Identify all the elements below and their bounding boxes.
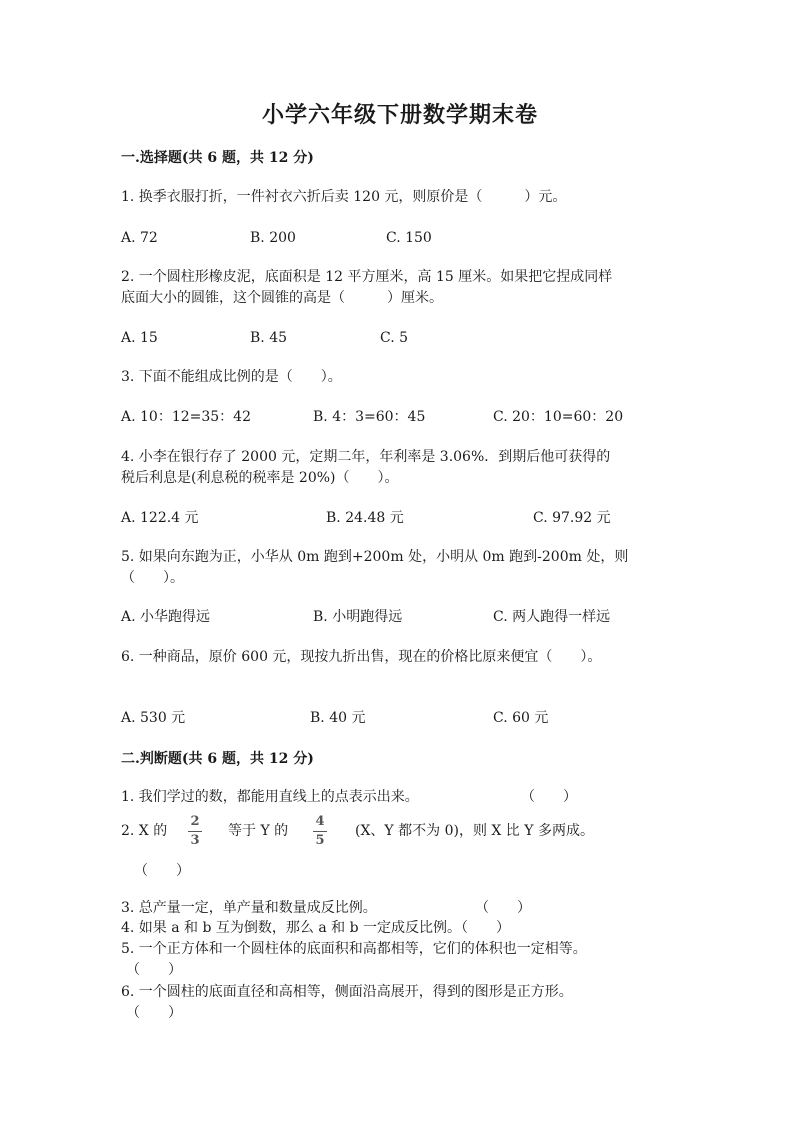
question-1-option-a: A. 72 bbox=[121, 230, 158, 246]
judge-5-text: 5. 一个正方体和一个圆柱体的底面积和高都相等，它们的体积也一定相等。 bbox=[121, 941, 587, 957]
exam-title: 小学六年级下册数学期末卷 bbox=[261, 102, 538, 128]
question-1-option-b: B. 200 bbox=[250, 230, 296, 246]
section-heading-choice: 一.选择题(共 6 题，共 12 分) bbox=[121, 150, 314, 166]
judge-2-suffix: (X、Y 都不为 0)，则 X 比 Y 多两成。 bbox=[355, 823, 594, 839]
fraction-bar bbox=[188, 831, 202, 832]
section-heading-judgement: 二.判断题(共 6 题，共 12 分) bbox=[121, 751, 314, 767]
fraction-numerator: 2 bbox=[190, 814, 200, 829]
judge-6-text: 6. 一个圆柱的底面直径和高相等，侧面沿高展开，得到的图形是正方形。 bbox=[121, 984, 573, 1000]
question-2-option-a: A. 15 bbox=[121, 330, 158, 346]
question-6-stem: 6. 一种商品，原价 600 元，现按九折出售，现在的价格比原来便宜（ ）。 bbox=[121, 649, 602, 665]
question-4-option-a: A. 122.4 元 bbox=[121, 510, 199, 526]
question-2-stem-line1: 2. 一个圆柱形橡皮泥，底面积是 12 平方厘米，高 15 厘米。如果把它捏成同样 bbox=[121, 269, 613, 285]
judge-3-blank: （ ） bbox=[475, 900, 531, 916]
question-3-option-a: A. 10：12=35：42 bbox=[121, 409, 251, 425]
question-6-option-b: B. 40 元 bbox=[310, 710, 366, 726]
question-4-option-b: B. 24.48 元 bbox=[326, 510, 404, 526]
question-5-stem-line1: 5. 如果向东跑为正，小华从 0m 跑到+200m 处，小明从 0m 跑到-200m 处，则 bbox=[121, 549, 629, 565]
question-2-option-b: B. 45 bbox=[250, 330, 288, 346]
question-3-stem: 3. 下面不能组成比例的是（ ）。 bbox=[121, 369, 342, 385]
question-5-stem-line2: （ ）。 bbox=[121, 570, 184, 586]
judge-1-text: 1. 我们学过的数，都能用直线上的点表示出来。 bbox=[121, 789, 419, 805]
question-4-stem-line1: 4. 小李在银行存了 2000 元，定期二年，年利率是 3.06%．到期后他可获得的 bbox=[121, 449, 611, 465]
judge-5-blank: （ ） bbox=[126, 962, 182, 978]
fraction-denominator: 5 bbox=[315, 833, 325, 848]
judge-2-fraction-two-thirds bbox=[187, 815, 203, 848]
question-2-option-c: C. 5 bbox=[380, 330, 409, 346]
question-4-option-c: C. 97.92 元 bbox=[533, 510, 611, 526]
judge-3-text: 3. 总产量一定，单产量和数量成反比例。 bbox=[121, 900, 377, 916]
judge-1-blank: （ ） bbox=[521, 789, 577, 805]
question-5-option-c: C. 两人跑得一样远 bbox=[493, 609, 611, 625]
question-5-option-b: B. 小明跑得远 bbox=[313, 609, 403, 625]
judge-2-prefix: 2. X 的 bbox=[121, 823, 168, 839]
question-4-stem-line2: 税后利息是(利息税的税率是 20%)（ ）。 bbox=[121, 470, 399, 486]
fraction-numerator: 4 bbox=[315, 814, 325, 829]
question-5-option-a: A. 小华跑得远 bbox=[121, 609, 211, 625]
fraction-denominator: 3 bbox=[190, 833, 200, 848]
question-1-stem: 1. 换季衣服打折，一件衬衣六折后卖 120 元，则原价是（ ）元。 bbox=[121, 189, 567, 205]
fraction-bar bbox=[313, 831, 327, 832]
judge-4-text: 4. 如果 a 和 b 互为倒数，那么 a 和 b 一定成反比例。（ ） bbox=[121, 920, 511, 936]
question-3-option-c: C. 20：10=60：20 bbox=[493, 409, 624, 425]
question-2-stem-line2: 底面大小的圆锥，这个圆锥的高是（ ）厘米。 bbox=[121, 290, 443, 306]
judge-2-fraction-four-fifths bbox=[312, 815, 328, 848]
judge-6-blank: （ ） bbox=[126, 1005, 182, 1021]
judge-2-middle: 等于 Y 的 bbox=[228, 823, 289, 839]
question-6-option-c: C. 60 元 bbox=[493, 710, 549, 726]
judge-2-blank: （ ） bbox=[134, 863, 190, 879]
question-3-option-b: B. 4：3=60：45 bbox=[313, 409, 426, 425]
question-6-option-a: A. 530 元 bbox=[121, 710, 186, 726]
question-1-option-c: C. 150 bbox=[386, 230, 432, 246]
